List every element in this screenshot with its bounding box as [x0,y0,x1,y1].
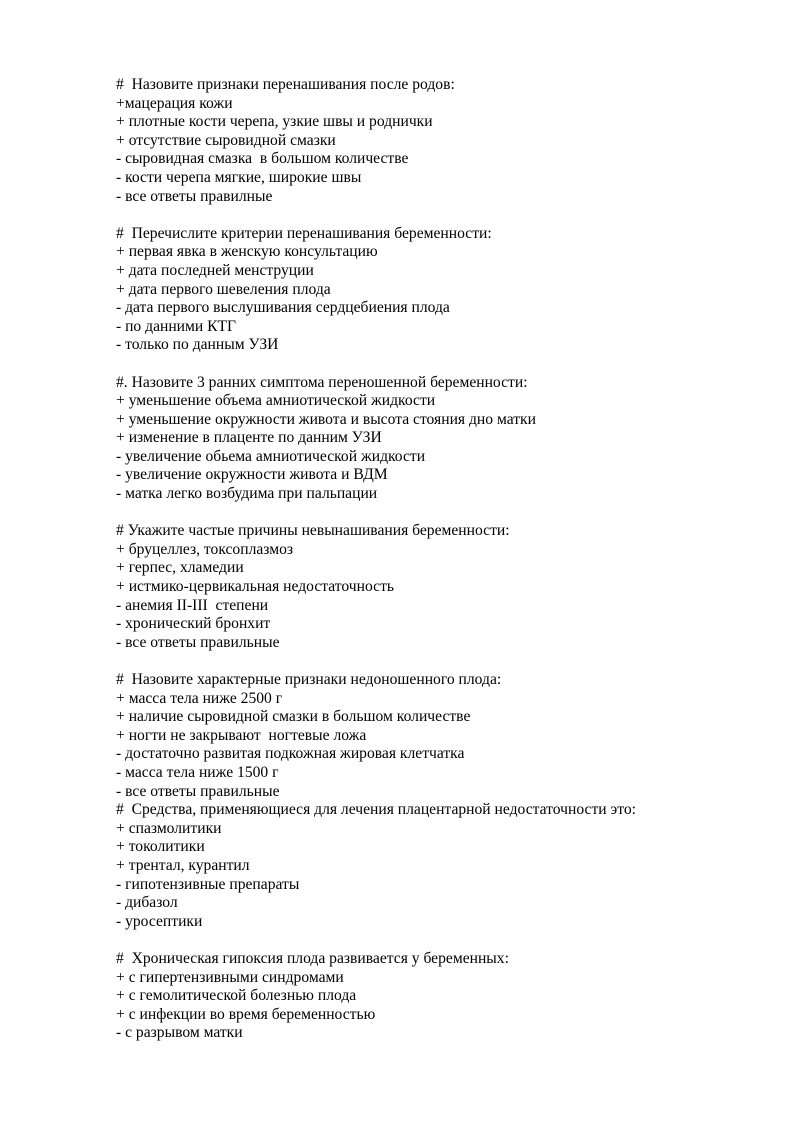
answer-option: - только по данным УЗИ [116,336,279,354]
answer-option: + уменьшение объема амниотической жидкости [116,392,436,410]
question-block [116,801,776,931]
answer-option: + уменьшение окружности живота и высота стояния дно матки [116,410,536,428]
answer-option: + изменение в плаценте по данним УЗИ [116,429,382,447]
question-text: # Средства, применяющиеся для лечения плацентарной недостаточности это: [116,801,636,819]
question-text: # Хроническая гипоксия плода развивается у беременных: [116,949,509,967]
answer-option: - все ответы правилные [116,187,273,205]
answer-option: - увеличение окружности живота и ВДМ [116,466,388,484]
blank-line [116,931,776,950]
question-text: # Укажите частые причины невынашивания беременности: [116,522,510,540]
answer-option: - гипотензивные препараты [116,875,300,893]
answer-option: + масса тела ниже 2500 г [116,689,283,707]
blank-line [116,206,776,225]
answer-option: - сыровидная смазка в большом количестве [116,150,409,168]
blank-line [116,504,776,523]
answer-option: - все ответы правильные [116,782,280,800]
question-block [116,374,776,504]
answer-option: + трентал, курантил [116,856,250,874]
answer-option: + наличие сыровидной смазки в большом количестве [116,708,471,726]
answer-option: - уросептики [116,912,203,930]
answer-option: +мацерация кожи [116,94,233,112]
answer-option: - все ответы правильные [116,633,280,651]
question-block [116,225,776,355]
blank-line [116,652,776,671]
answer-option: - дибазол [116,894,178,912]
question-text: #. Назовите 3 ранних симптома переношенной беременности: [116,373,528,391]
question-text: # Перечислите критерии перенашивания беременности: [116,224,492,242]
answer-option: + ногти не закрывают ногтевые ложа [116,726,367,744]
blank-line [116,355,776,374]
answer-option: + спазмолитики [116,819,222,837]
question-block [116,950,776,1043]
answer-option: + плотные кости черепа, узкие швы и роднички [116,113,433,131]
answer-option: - хронический бронхит [116,615,271,633]
document-page [116,76,776,1043]
answer-option: + бруцеллез, токсоплазмоз [116,540,294,558]
answer-option: - увеличение обьема амниотической жидкости [116,447,426,465]
answer-option: - анемия II-III степени [116,596,269,614]
answer-option: - с разрывом матки [116,1024,243,1042]
answer-option: + токолитики [116,838,205,856]
answer-option: - масса тела ниже 1500 г [116,763,279,781]
answer-option: + с гемолитической болезнью плода [116,987,357,1005]
answer-option: - достаточно развитая подкожная жировая клетчатка [116,745,465,763]
answer-option: + с гипертензивными синдромами [116,968,344,986]
question-block [116,522,776,652]
answer-option: + дата последней менструции [116,261,314,279]
answer-option: + истмико-цервикальная недостаточность [116,578,395,596]
answer-option: - по данними КТГ [116,317,237,335]
answer-option: - кости черепа мягкие, широкие швы [116,168,362,186]
question-text: # Назовите признаки перенашивания после родов: [116,76,455,93]
answer-option: - матка легко возбудима при пальпации [116,485,378,503]
question-text: # Назовите характерные признаки недоношенного плода: [116,671,502,688]
answer-option: + с инфекции во время беременностью [116,1005,376,1023]
answer-option: + герпес, хламедии [116,559,244,577]
question-block [116,76,776,206]
question-block [116,671,776,801]
answer-option: - дата первого выслушивания сердцебиения плода [116,299,450,317]
answer-option: + дата первого шевеления плода [116,280,331,298]
answer-option: + отсутствие сыровидной смазки [116,131,336,149]
answer-option: + первая явка в женскую консультацию [116,243,378,261]
